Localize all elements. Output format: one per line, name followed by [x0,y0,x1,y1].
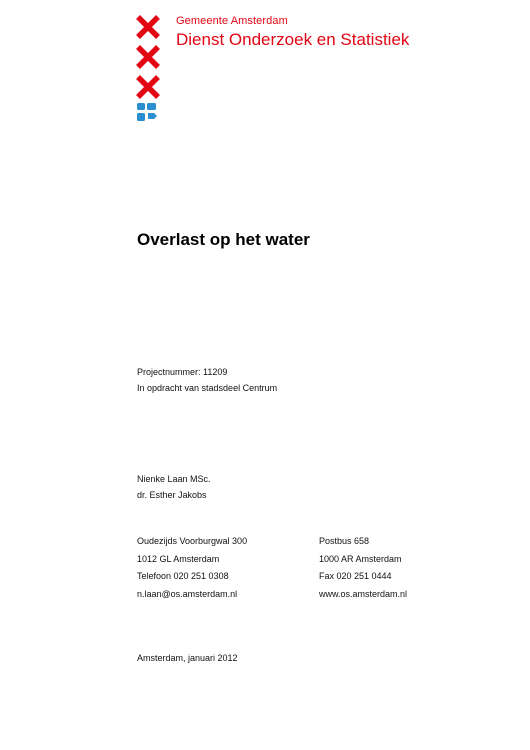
document-title: Overlast op het water [137,230,310,249]
email-address: n.laan@os.amsterdam.nl [137,589,238,599]
amsterdam-logo-icon [135,14,161,124]
municipality-name: Gemeente Amsterdam [176,15,288,27]
postbox: Postbus 658 [319,536,370,546]
address-street: Oudezijds Voorburgwal 300 [137,536,248,546]
project-number: Projectnummer: 11209 [137,367,228,377]
department-name: Dienst Onderzoek en Statistiek [176,30,410,49]
address-postcode: 1012 GL Amsterdam [137,554,220,564]
organization-name [176,15,409,51]
postbox-postcode: 1000 AR Amsterdam [319,554,402,564]
author-2: dr. Esther Jakobs [137,490,207,500]
commission-line: In opdracht van stadsdeel Centrum [137,383,278,393]
phone-number: Telefoon 020 251 0308 [137,571,229,581]
place-and-date: Amsterdam, januari 2012 [137,653,238,663]
website: www.os.amsterdam.nl [319,589,408,599]
author-1: Nienke Laan MSc. [137,474,211,484]
fax-number: Fax 020 251 0444 [319,571,392,581]
